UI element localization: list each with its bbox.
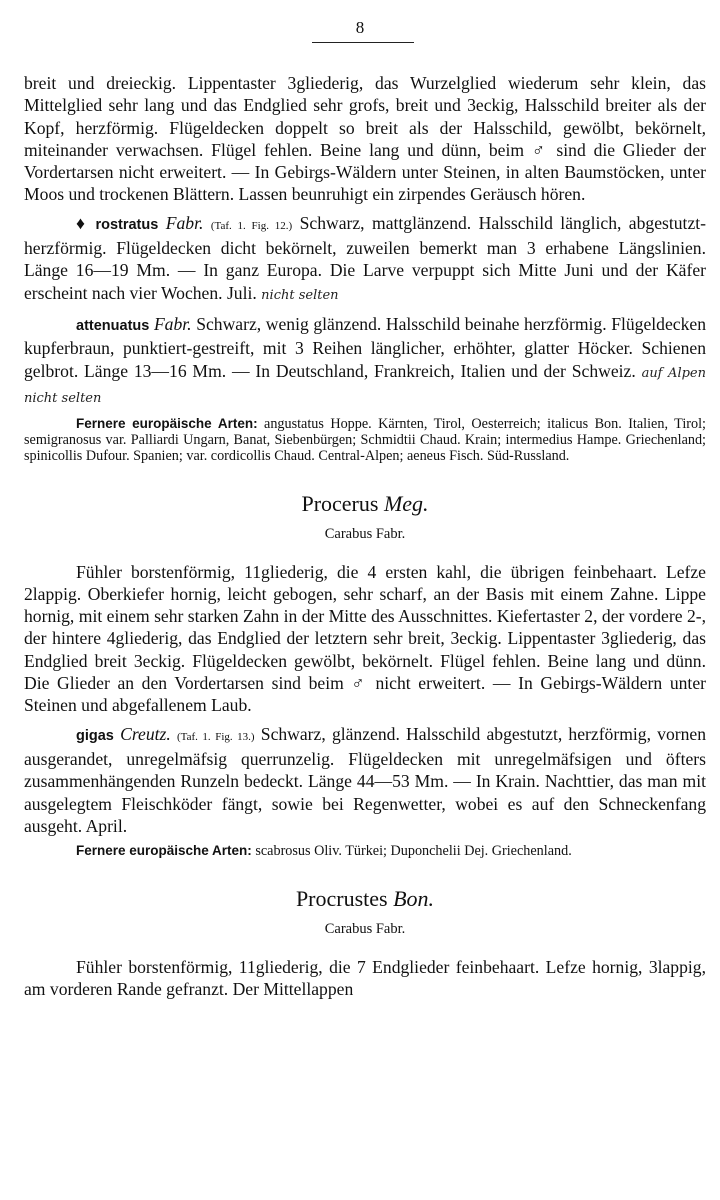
figure-reference: (Taf. 1. Fig. 13.) <box>176 730 255 743</box>
genus-name: Procerus <box>301 490 379 516</box>
species-author: Fabr. <box>165 212 204 233</box>
further-species-text: scabrosus Oliv. Türkei; Duponchelii Dej. Griechenland. <box>255 843 572 860</box>
further-species-text: angustatus Hoppe. Kärnten, Tirol, Oesterreich; italicus Bon. Italien, Tirol; semigranosus var. Palliardi Ungarn, Banat, Siebenbürgen; Schmidtii Chaud. Krain; intermedius Hampe. Griechenland; spinicollis Dufour. Spanien; var. cordicollis Chaud. Central-Alpen; aeneus Fisch. Süd-Russland. <box>24 416 706 464</box>
attenuatus-entry <box>24 313 706 410</box>
figure-reference: (Taf. 1. Fig. 12.) <box>210 219 293 232</box>
genus-author: Bon. <box>393 885 435 911</box>
species-marker: ♦ <box>76 212 89 233</box>
species-author: Creutz. <box>120 723 171 744</box>
further-species-label: Fernere europäische Arten: <box>76 416 258 432</box>
page-number: 8 <box>355 18 365 37</box>
intro-paragraph: breit und dreieckig. Lippentaster 3gliederig, das Wurzelglied wiederum sehr klein, das Mittelglied sehr lang und das Endglied sehr grofs, breit und 3eckig, Halsschild breiter als der Kopf, herzförmig. Flügeldecken doppelt so breit als der Halsschild, gewölbt, bekörnelt, miteinander verwachsen. Flügel fehlen. Beine lang und dünn, beim ♂ sind die Glieder der Vordertarsen nicht erweitert. — In Gebirgs-Wäldern unter Steinen, in alten Baumstöcken, unter Moos und trockenen Blättern. Lassen beunruhigt ein zirpendes Geräusch hören. <box>24 73 706 205</box>
procerus-description: Fühler borstenförmig, 11gliederig, die 4 ersten kahl, die übrigen feinbehaart. Lefze 2lappig. Oberkiefer hornig, leicht gebogen, sehr scharf, an der Basis mit einem Zahne. Lippe hornig, mit einem sehr starken Zahn in der Mitte des Ausschnittes. Kiefertaster 2, der vordere 2-, der hintere 4gliederig, das Endglied der letztern sehr breit, 3eckig. Lippentaster 3gliederig, das Endglied breit 3eckig. Flügeldecken gewölbt, bekörnelt. Flügel fehlen. Beine lang und dünn. Die Glieder an den Vordertarsen sind beim ♂ nicht erweitert. — In Gebirgs-Wäldern unter Steinen und abgefallenem Laub. <box>24 561 706 716</box>
procrustes-description: Fühler borstenförmig, 11gliederig, die 7 Endglieder feinbehaart. Lefze hornig, 3lappig, am vorderen Rande gefranzt. Der Mittellappen <box>24 956 706 1000</box>
page-body <box>24 72 706 1001</box>
genus-name: Procrustes <box>295 885 388 911</box>
gigas-entry <box>24 723 706 837</box>
rostratus-entry <box>24 212 706 307</box>
page-number-rule <box>312 42 414 43</box>
species-author: Fabr. <box>153 313 192 334</box>
species-description: Schwarz, glänzend. Halsschild abgestutzt, herzförmig, vornen ausgerandet, unregelmäfsig querrunzelig. Flügeldecken mit unregelmäfsigen und öfters zusammenhängenden Runzeln bedeckt. Länge 44—53 Mm. — In Krain. Nachttier, das man mit ausgelegtem Fleischköder fängt, sowie bei Regenwetter, wobei es auf den Schneckenfang ausgeht. April. <box>24 723 707 836</box>
genus-heading-procrustes <box>24 886 706 912</box>
species-name-attenuatus: attenuatus <box>76 317 150 334</box>
genus-heading-procerus <box>24 491 706 517</box>
handwritten-note: nicht selten <box>261 287 339 303</box>
handwritten-note: auf Alpen nicht selten <box>24 365 706 406</box>
further-species-block <box>24 843 706 860</box>
species-name-rostratus: rostratus <box>95 216 159 233</box>
further-species-label: Fernere europäische Arten: <box>76 843 252 859</box>
species-description: Schwarz, wenig glänzend. Halsschild beinahe herzförmig. Flügeldecken kupferbraun, punktiert-gestreift, mit 3 Reihen länglicher, erhöhter, glatter Höcker. Schienen gelbrot. Länge 13—16 Mm. — In Deutschland, Frankreich, Italien und der Schweiz. <box>24 313 706 381</box>
further-species-block <box>24 416 706 464</box>
genus-synonym: Carabus Fabr. <box>324 525 406 542</box>
species-description: Schwarz, mattglänzend. Halsschild länglich, abgestutzt-herzförmig. Flügeldecken dicht bekörnelt, zuweilen bemerkt man 3 erhabene Längslinien. Länge 16—19 Mm. — In ganz Europa. Die Larve verpuppt sich Mitte Juni und der Käfer erscheint nach vier Wochen. Juli. <box>24 212 706 303</box>
genus-synonym: Carabus Fabr. <box>324 920 406 937</box>
genus-author: Meg. <box>383 490 429 516</box>
species-name-gigas: gigas <box>76 727 114 744</box>
